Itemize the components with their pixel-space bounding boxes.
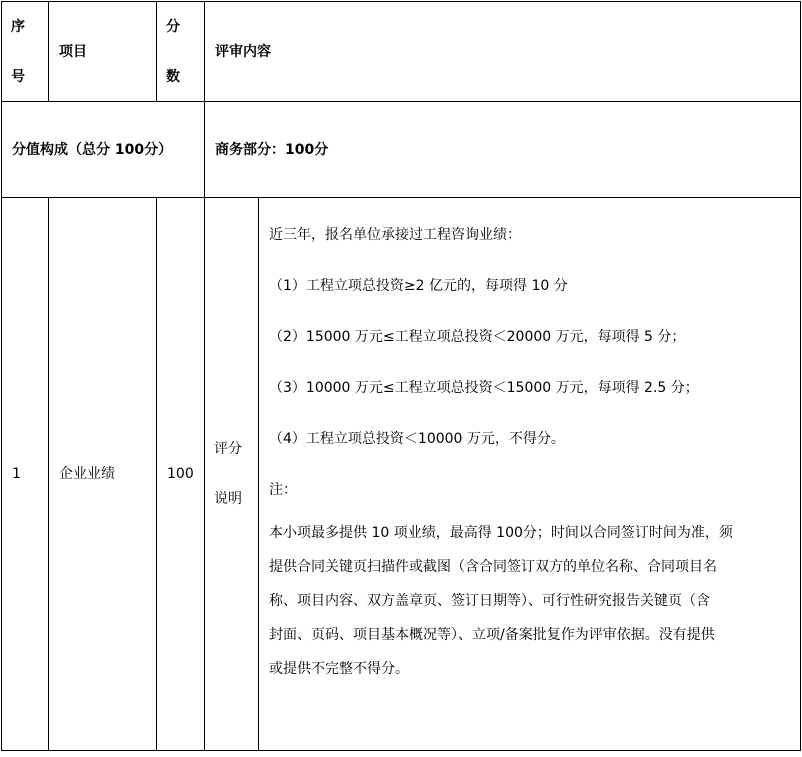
summary-composition: 分值构成（总分 100分） — [2, 102, 205, 198]
content-line: 提供合同关键页扫描件或截图（含合同签订双方的单位名称、合同项目名 — [269, 559, 717, 575]
header-item: 项目 — [49, 2, 157, 102]
row-label-line1: 评分 — [214, 441, 242, 457]
header-score-line2: 数 — [166, 68, 180, 85]
row-item: 企业业绩 — [49, 198, 157, 751]
header-content: 评审内容 — [205, 2, 801, 102]
content-line: 或提供不完整不得分。 — [269, 661, 409, 677]
content-line: 封面、页码、项目基本概况等）、立项/备案批复作为评审依据。没有提供 — [269, 627, 715, 643]
scoring-table — [1, 1, 801, 751]
header-seq-line1: 序 — [11, 18, 25, 35]
content-line: 注： — [269, 482, 297, 498]
row-seq: 1 — [2, 198, 49, 751]
summary-row — [2, 102, 801, 198]
content-line: 称、项目内容、双方盖章页、签订日期等）、可行性研究报告关键页（含 — [269, 593, 710, 609]
header-row — [2, 2, 801, 102]
content-line: 本小项最多提供 10 项业绩，最高得 100分；时间以合同签订时间为准，须 — [269, 525, 733, 541]
table-row — [2, 198, 801, 751]
content-line: （4）工程立项总投资＜10000 万元，不得分。 — [269, 431, 565, 447]
header-score-line1: 分 — [166, 18, 180, 35]
content-line: （2）15000 万元≤工程立项总投资＜20000 万元，每项得 5 分； — [269, 329, 686, 345]
header-score-cell — [157, 2, 205, 102]
row-content — [259, 198, 801, 751]
summary-business: 商务部分：100分 — [205, 102, 801, 198]
content-line: （3）10000 万元≤工程立项总投资＜15000 万元，每项得 2.5 分； — [269, 380, 699, 396]
row-score: 100 — [157, 198, 205, 751]
content-line: 近三年，报名单位承接过工程咨询业绩： — [269, 227, 521, 243]
content-line: （1）工程立项总投资≥2 亿元的，每项得 10 分 — [269, 278, 568, 294]
header-seq-line2: 号 — [11, 68, 25, 85]
row-label-cell — [205, 198, 259, 751]
row-label-line2: 说明 — [214, 491, 242, 507]
header-seq-cell — [2, 2, 49, 102]
